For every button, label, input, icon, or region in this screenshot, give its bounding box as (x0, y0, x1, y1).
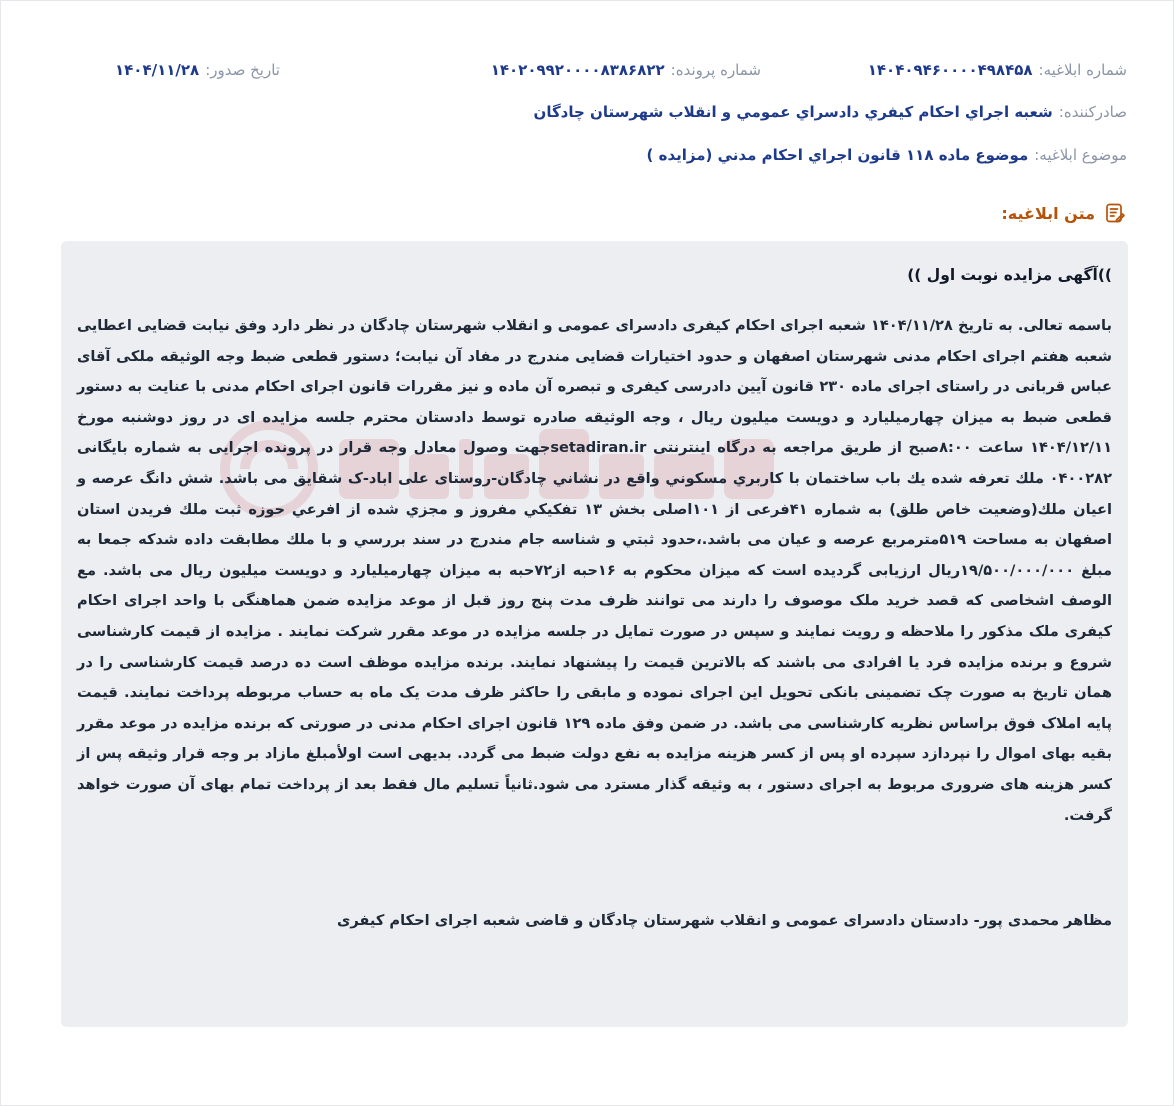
notice-number-value: ۱۴۰۴۰۹۴۶۰۰۰۰۴۹۸۴۵۸ (867, 61, 1033, 79)
notice-number (867, 59, 1127, 81)
notice-heading: ))آگهی مزایده نوبت اول )) (907, 266, 1112, 284)
notice-number-label: شماره ابلاغیه: (1038, 61, 1127, 79)
meta-row-subject (47, 144, 1127, 166)
meta-row-numbers (45, 59, 1127, 81)
subject-value: موضوع ماده ۱۱۸ قانون اجراي احکام مدني (مزايده ) (646, 146, 1029, 164)
issuer-label: صادرکننده: (1058, 103, 1127, 121)
subject-label: موضوع ابلاغیه: (1034, 146, 1127, 164)
meta-row-issuer (47, 101, 1127, 123)
issuer-value: شعبه اجراي احکام کيفري دادسراي عمومي و انقلاب شهرستان چادگان (533, 103, 1053, 121)
case-number-value: ۱۴۰۲۰۹۹۲۰۰۰۰۸۳۸۶۸۲۲ (490, 61, 665, 79)
notice-body: باسمه تعالی. به تاریخ ۱۴۰۴/۱۱/۲۸ شعبه اجرای احکام کیفری دادسرای عمومی و انقلاب شهرستان چادگان در نظر دارد وفق نیابت قضایی اعطایی شعبه هفتم اجرای احکام مدنی شهرستان اصفهان و حدود اختیارات قضایی مندرج در مفاد آن نیابت؛ دستور قطعی ضبط وجه الوثیقه ملکی آقای عباس قربانی در راستای اجرای ماده ۲۳۰ قانون آیین دادرسی کیفری و تبصره آن ماده و نیز مقررات قانون اجرای احکام مدنی با عنایت به دستور قطعی ضبط به میزان چهارمیلیارد و دویست میلیون ریال ، وجه الوثیقه صادره توسط دادستان محترم جلسه مزایده ای در روز دوشنبه مورخ ۱۴۰۴/۱۲/۱۱ ساعت ۸:۰۰صبح از طریق مراجعه به درگاه اینترنتی setadiran.irجهت وصول معادل وجه قرار در پرونده اجرایی به شماره بایگانی ۰۴۰۰۲۸۲ ملك تعرفه شده يك باب ساختمان با كاربري مسكوني واقع در نشاني چادگان-روستای علی اباد-ک شقایق می باشد. شش دانگ عرصه و اعيان ملك(وضعيت خاص طلق) به شماره ۴۱فرعی از ۱۰۱اصلی بخش ۱۳ تفكيكي مفروز و مجزي شده از افرعي حوزه ثبت ملك فريدن استان اصفهان به مساحت ۵۱۹مترمربع عرصه و عيان می باشد.،حدود ثبتي و شناسه جام مندرج در سند بررسي و با ملك مطابقت داده شدكه جمعا به مبلغ ۱۹/۵۰۰/۰۰۰/۰۰۰ريال ارزيابی گرديده است كه ميزان محكوم به ۱۶حبه از۷۲حبه به میزان چهارمیلیارد و دویست میلیون ریال می باشد. مع الوصف اشخاصی كه قصد خريد ملک موصوف را دارند می توانند ظرف مدت پنج روز قبل از موعد مزايده ضمن هماهنگی با واحد اجرای احكام كيفری ملک مذكور را ملاحظه و رويت نمايند و سپس در صورت تمايل در جلسه مزايده در موعد مقرر شركت نمايند . مزايده از قيمت كارشناسی شروع و برنده مزايده فرد يا افرادی می باشند كه بالاترين قيمت را پيشنهاد نمايند. برنده مزايده موظف است ده درصد قيمت كارشناسی را در همان تاريخ به صورت چک تضمينی بانكی تحويل اين اجرای نموده و مابقی را حاكثر ظرف مدت يک ماه به حساب مربوطه پرداخت نمايند. قيمت پايه املاک فوق براساس نظريه كارشناسی می باشد. در ضمن وفق ماده ۱۲۹ قانون اجرای احكام مدنی در صورتی كه برنده مزايده در موعد مقرر بقيه بهای اموال را نپردازد سپرده او پس از كسر هزينه مزايده به نفع دولت ضبط می گردد. بديهی است اولأمبلغ مازاد بر وجه قرار وثيقه پس از كسر هزينه های ضروری مربوط به اجرای دستور ، به وثيقه گذار مسترد می شود.ثانیاً تسليم مال فقط بعد از پرداخت تمام بهای آن صورت خواهد گرفت. (77, 317, 1113, 824)
notice-text-section-title (1001, 201, 1127, 225)
document-icon (1103, 201, 1127, 225)
section-title-text: متن ابلاغیه: (1001, 203, 1095, 223)
issue-date (115, 59, 375, 81)
case-number (481, 59, 761, 81)
issue-date-label: تاریخ صدور: (205, 61, 280, 79)
notice-content-box (61, 241, 1128, 1027)
notice-signature: مظاهر محمدی پور- دادستان دادسرای عمومی و انقلاب شهرستان چادگان و قاضی شعبه اجرای احکام کیفری (336, 912, 1112, 929)
issue-date-value: ۱۴۰۴/۱۱/۲۸ (115, 61, 200, 79)
case-number-label: شماره پرونده: (670, 61, 761, 79)
